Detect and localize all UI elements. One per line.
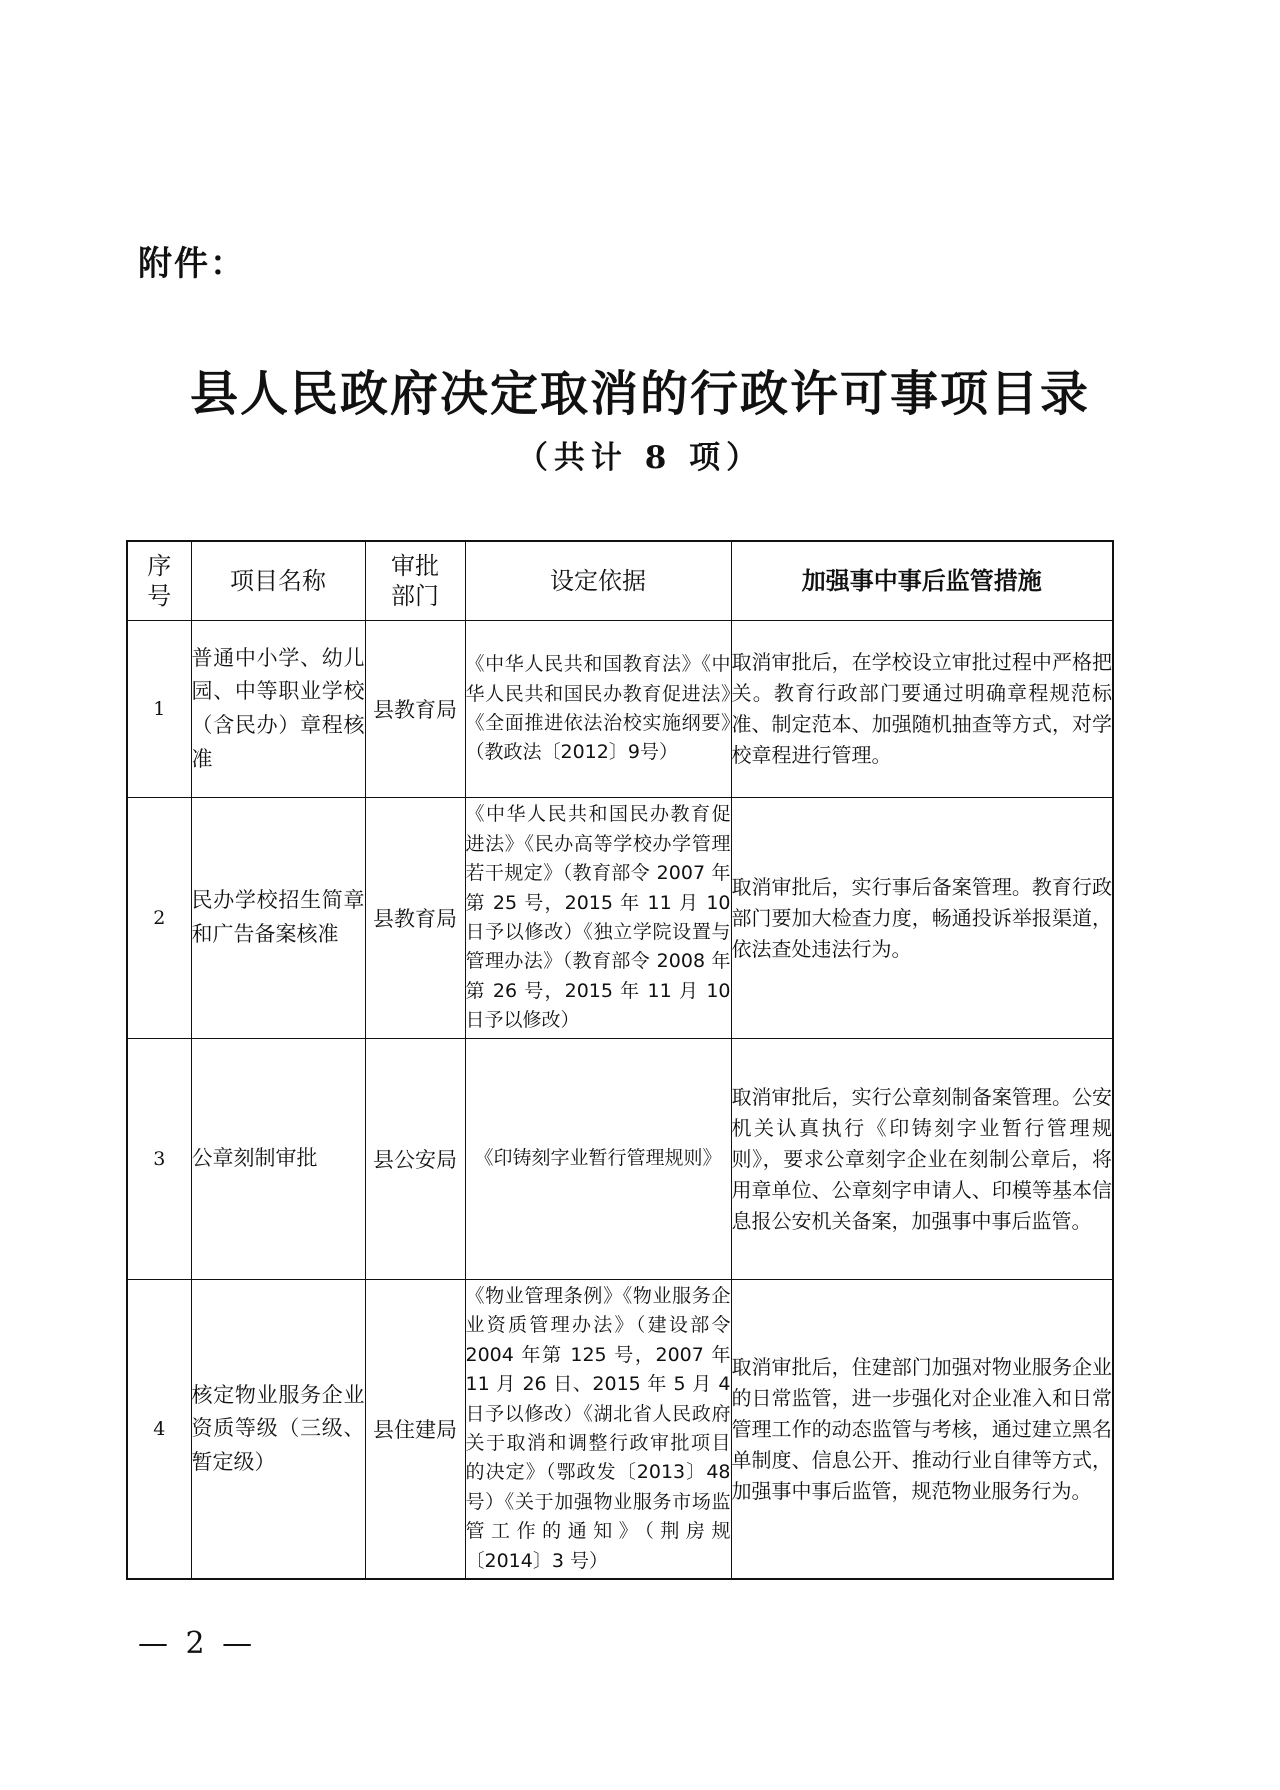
cell-basis: 《印铸刻字业暂行管理规则》 [465, 1039, 731, 1280]
table-row [127, 621, 1113, 798]
cell-seq: 2 [127, 798, 191, 1039]
cell-dept: 县教育局 [365, 798, 465, 1039]
cell-measures: 取消审批后，住建部门加强对物业服务企业的日常监管，进一步强化对企业准入和日常管理工作的动态监管与考核，通过建立黑名单制度、信息公开、推动行业自律等方式，加强事中事后监管，规范物业服务行为。 [731, 1280, 1113, 1580]
table-row [127, 1039, 1113, 1280]
cell-name: 普通中小学、幼儿园、中等职业学校（含民办）章程核准 [191, 621, 365, 798]
table-row [127, 798, 1113, 1039]
cell-measures: 取消审批后，实行公章刻制备案管理。公安机关认真执行《印铸刻字业暂行管理规则》，要求公章刻字企业在刻制公章后，将用章单位、公章刻字申请人、印模等基本信息报公安机关备案，加强事中事后监管。 [731, 1039, 1113, 1280]
cell-seq: 4 [127, 1280, 191, 1580]
cell-basis: 《中华人民共和国民办教育促进法》《民办高等学校办学管理若干规定》（教育部令 2007 年第 25 号，2015 年 11 月 10 日予以修改）《独立学院设置与管理办法》（教育部令 2008 年第 26 号，2015 年 11 月 10 日予以修改） [465, 798, 731, 1039]
cell-seq: 1 [127, 621, 191, 798]
table-row [127, 1280, 1113, 1580]
cell-name: 公章刻制审批 [191, 1039, 365, 1280]
page-number: — 2 — [138, 1626, 257, 1661]
header-name: 项目名称 [191, 541, 365, 621]
header-basis: 设定依据 [465, 541, 731, 621]
header-measures: 加强事中事后监管措施 [731, 541, 1113, 621]
header-seq: 序号 [127, 541, 191, 621]
cell-seq: 3 [127, 1039, 191, 1280]
permit-catalog-table [126, 540, 1114, 1580]
cell-name: 民办学校招生简章和广告备案核准 [191, 798, 365, 1039]
cell-dept: 县公安局 [365, 1039, 465, 1280]
cell-measures: 取消审批后，实行事后备案管理。教育行政部门要加大检查力度，畅通投诉举报渠道，依法查处违法行为。 [731, 798, 1113, 1039]
cell-dept: 县住建局 [365, 1280, 465, 1580]
cell-dept: 县教育局 [365, 621, 465, 798]
cell-measures: 取消审批后，在学校设立审批过程中严格把关。教育行政部门要通过明确章程规范标准、制定范本、加强随机抽查等方式，对学校章程进行管理。 [731, 621, 1113, 798]
attachment-label: 附件： [138, 244, 246, 284]
cell-basis: 《中华人民共和国教育法》《中华人民共和国民办教育促进法》《全面推进依法治校实施纲要》（教政法〔2012〕9号） [465, 621, 731, 798]
header-dept: 审批部门 [365, 541, 465, 621]
cell-name: 核定物业服务企业资质等级（三级、暂定级） [191, 1280, 365, 1580]
cell-basis: 《物业管理条例》《物业服务企业资质管理办法》（建设部令 2004 年第 125 号，2007 年 11 月 26 日、2015 年 5 月 4 日予以修改）《湖北省人民政府关于取消和调整行政审批项目的决定》（鄂政发〔2013〕48 号）《关于加强物业服务市场监管工作的通知》（荆房规〔2014〕3 号） [465, 1280, 731, 1580]
table-header-row [127, 541, 1113, 621]
document-subtitle: （共计 8 项） [516, 440, 764, 476]
document-title: 县人民政府决定取消的行政许可事项目录 [189, 366, 1090, 422]
